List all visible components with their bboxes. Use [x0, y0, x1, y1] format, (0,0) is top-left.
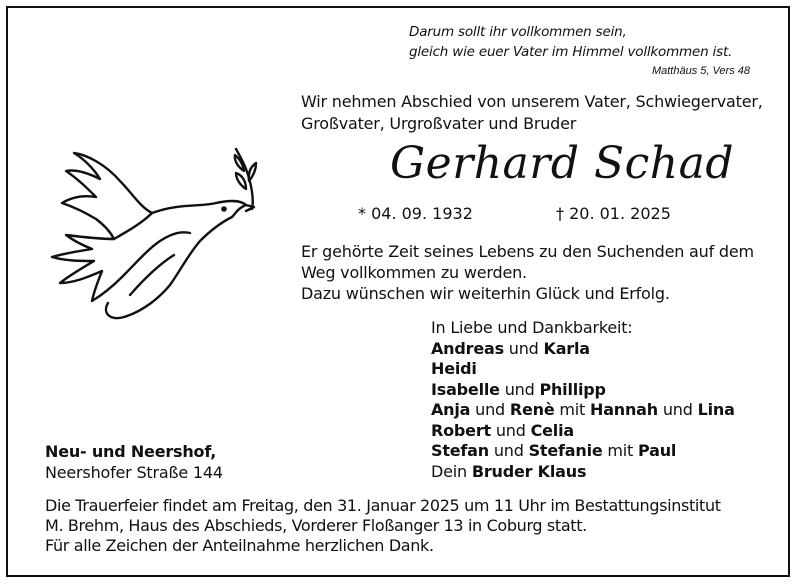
family-connector: Dein	[431, 461, 472, 481]
address-street: Neershofer Straße 144	[45, 463, 223, 482]
verse-line-2: gleich wie euer Vater im Himmel vollkommen ist.	[409, 44, 733, 60]
dove-icon	[40, 145, 270, 330]
funeral-info	[45, 496, 721, 556]
tribute-line-1: Er gehörte Zeit seines Lebens zu den Suchenden auf dem	[301, 242, 754, 261]
family-member-name: Phillipp	[539, 379, 606, 399]
family-member-row	[431, 380, 735, 401]
life-dates	[358, 204, 671, 224]
family-member-name: Karla	[543, 338, 590, 358]
family-list	[431, 318, 735, 482]
family-heading: In Liebe und Dankbarkeit:	[431, 318, 633, 337]
intro-line-1: Wir nehmen Abschied von unserem Vater, Schwiegervater,	[301, 92, 763, 111]
family-connector: mit	[554, 400, 590, 419]
family-member-name: Andreas	[431, 338, 504, 358]
funeral-line-1: Die Trauerfeier findet am Freitag, den 31. Januar 2025 um 11 Uhr im Bestattungsinstitut	[45, 496, 721, 515]
family-member-name: Isabelle	[431, 379, 500, 399]
family-member-row	[431, 339, 735, 360]
verse-line-1: Darum sollt ihr vollkommen sein,	[409, 24, 627, 40]
bible-verse	[409, 22, 732, 62]
family-member-row	[431, 441, 735, 462]
funeral-line-2: M. Brehm, Haus des Abschieds, Vorderer Floßanger 13 in Coburg statt.	[45, 516, 587, 535]
address-place: Neu- und Neershof,	[45, 442, 217, 461]
family-connector: und	[470, 400, 510, 419]
family-member-name: Paul	[638, 441, 677, 460]
verse-reference: Matthäus 5, Vers 48	[651, 65, 750, 77]
family-rows	[431, 339, 735, 483]
family-member-name: Bruder Klaus	[471, 461, 587, 481]
family-member-row	[431, 400, 735, 421]
family-member-name: Lina	[697, 400, 735, 419]
family-member-name: Heidi	[431, 359, 477, 378]
tribute-text	[301, 241, 754, 304]
family-member-name: Celia	[530, 420, 574, 440]
tribute-line-2: Weg vollkommen zu werden.	[301, 263, 527, 282]
family-member-name: Stefan	[431, 441, 489, 460]
family-member-name: Renè	[509, 400, 555, 419]
family-member-row	[431, 359, 735, 380]
family-connector: und	[490, 420, 531, 440]
death-date: † 20. 01. 2025	[556, 204, 671, 223]
intro-line-2: Großvater, Urgroßvater und Bruder	[301, 114, 577, 133]
family-member-name: Robert	[431, 420, 491, 440]
intro-text	[301, 91, 763, 135]
address	[45, 441, 223, 483]
family-connector: mit	[602, 441, 639, 460]
tribute-line-3: Dazu wünschen wir weiterhin Glück und Erfolg.	[301, 284, 670, 303]
funeral-line-3: Für alle Zeichen der Anteilnahme herzlichen Dank.	[45, 536, 434, 555]
family-member-name: Anja	[431, 400, 471, 419]
family-connector: und	[488, 441, 529, 460]
family-connector: und	[657, 400, 698, 419]
family-member-row	[431, 421, 735, 442]
birth-date: * 04. 09. 1932	[358, 204, 473, 223]
family-member-row	[431, 462, 735, 483]
family-connector: und	[499, 379, 540, 399]
family-member-name: Hannah	[590, 400, 658, 419]
family-connector: und	[503, 338, 544, 358]
deceased-name: Gerhard Schad	[390, 138, 734, 189]
family-member-name: Stefanie	[528, 441, 603, 460]
